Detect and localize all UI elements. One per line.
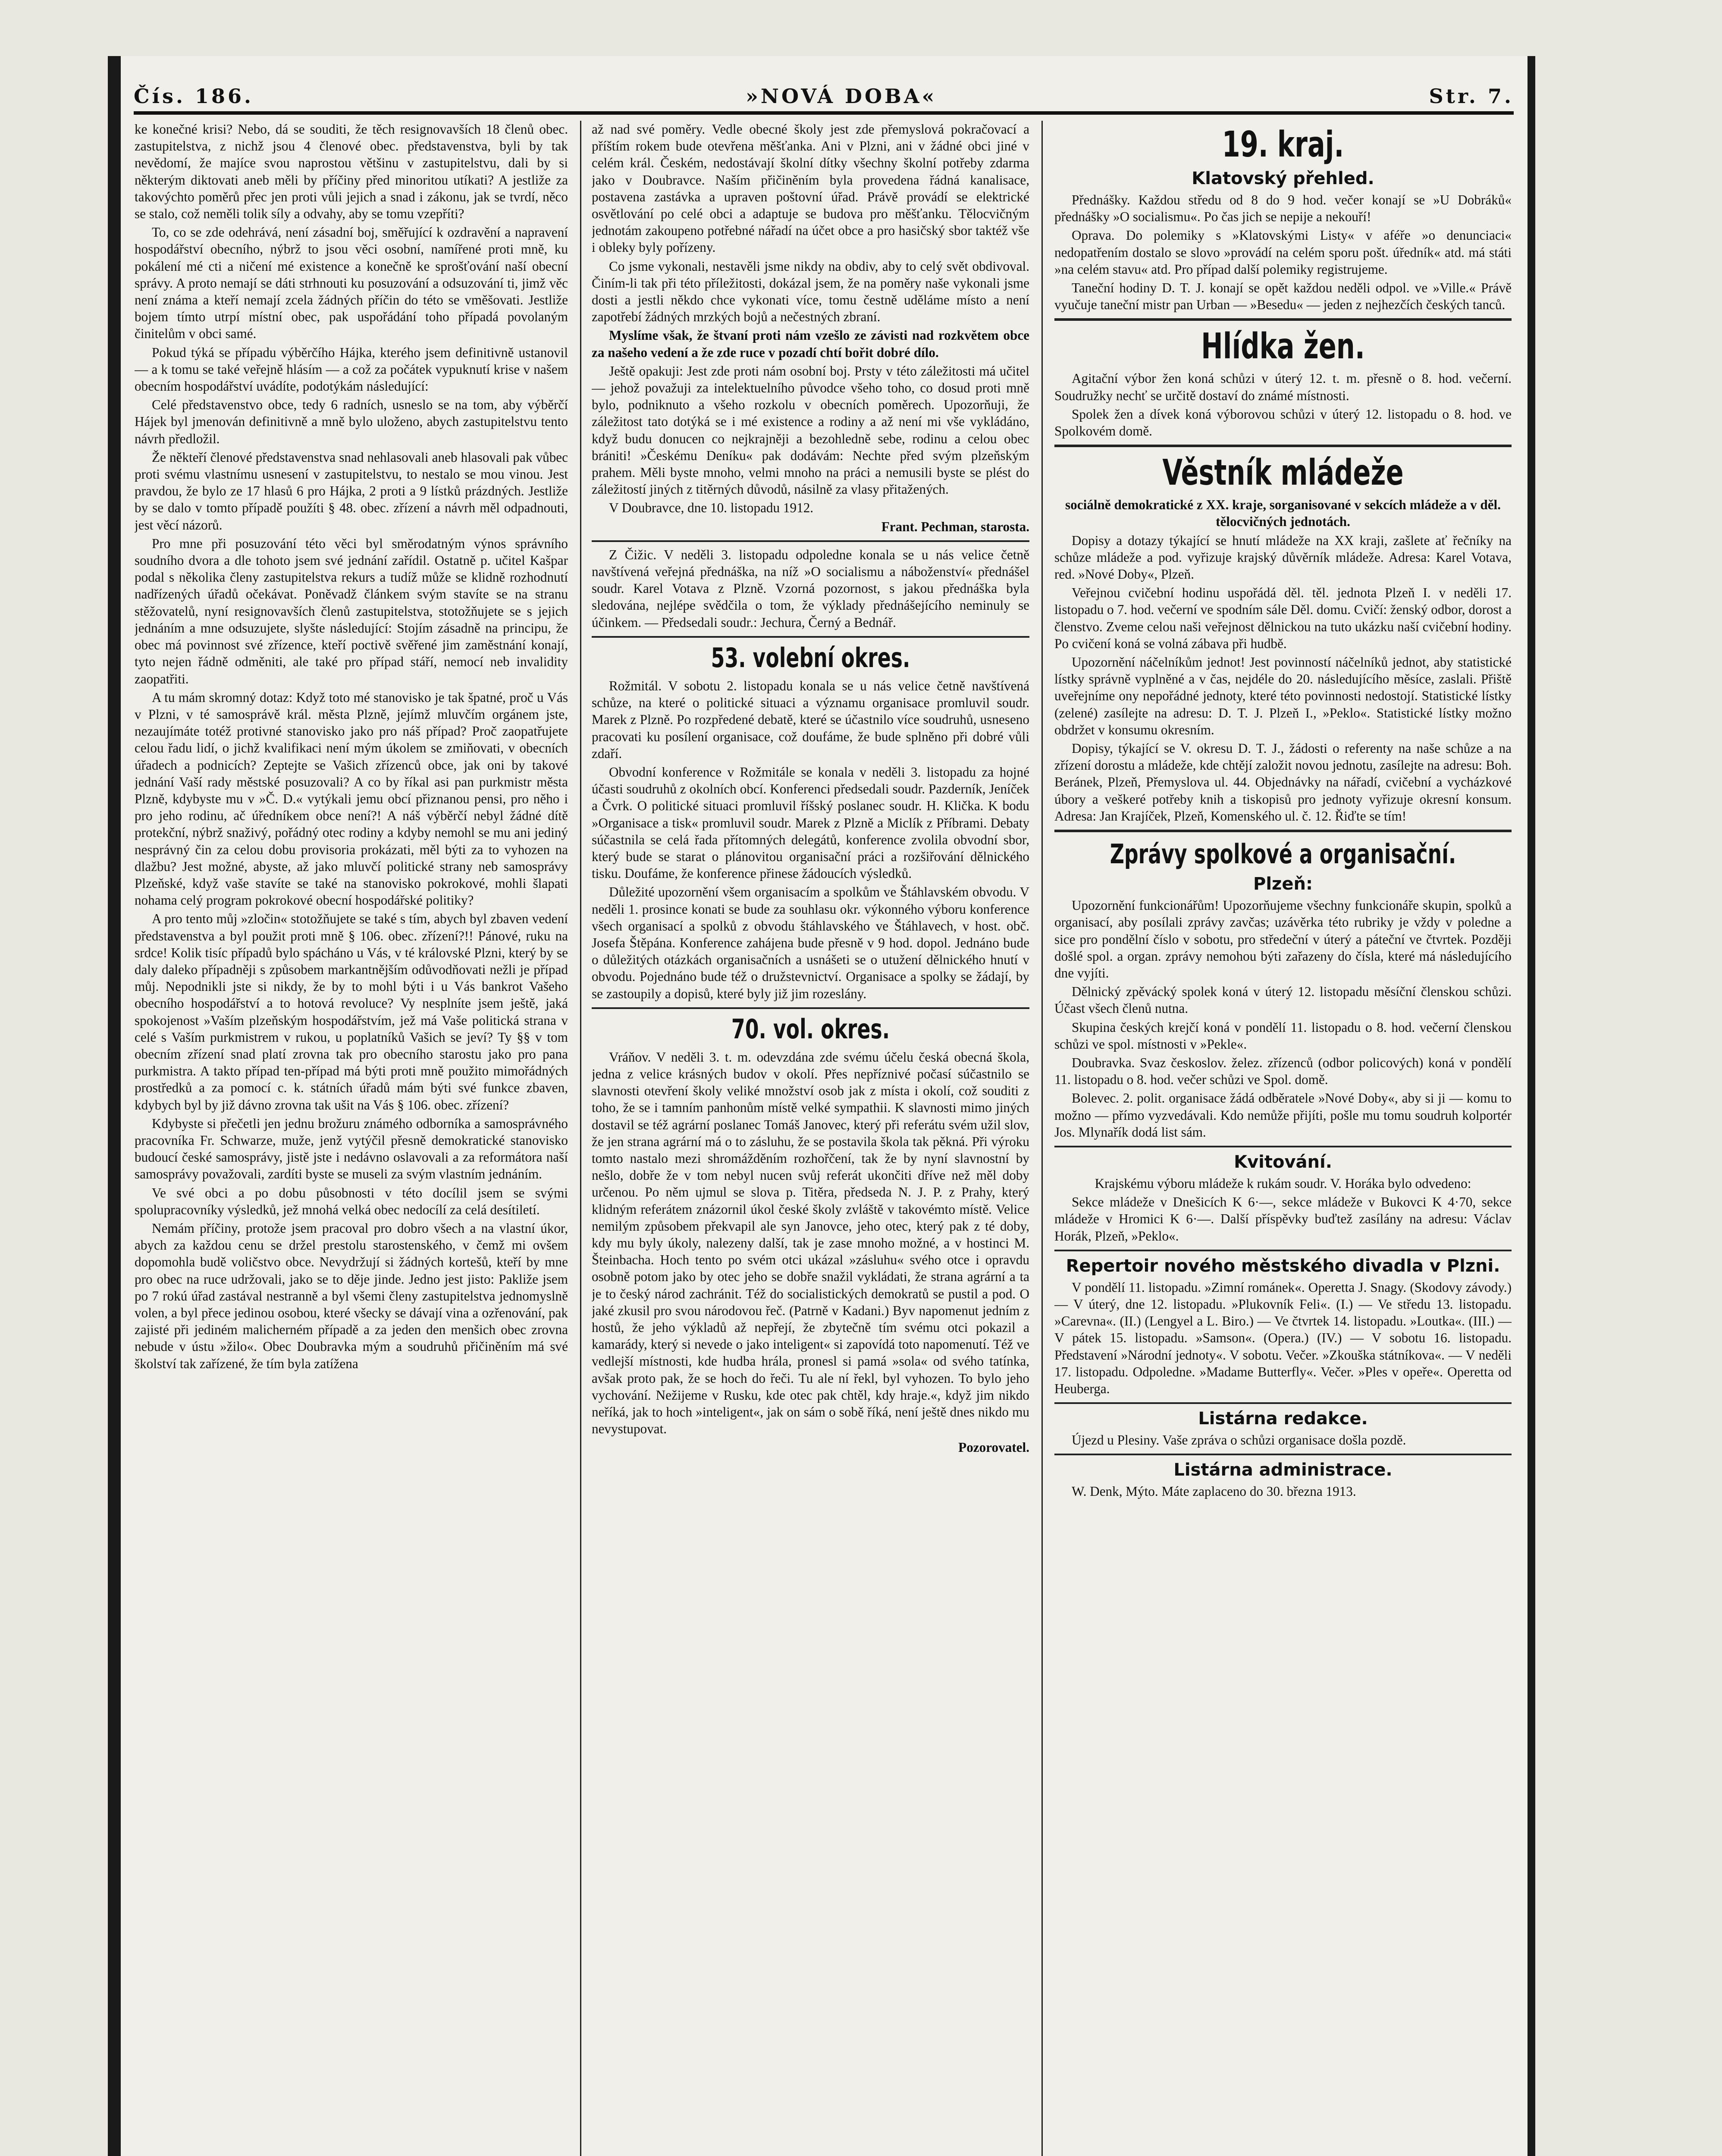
left-column [135, 121, 568, 2156]
news-item: Rožmitál. V sobotu 2. listopadu konala se u nás velice četně navštívená schůze, na které o politické situaci a významu organisace promluvil soudr. Marek z Plzně. Po rozpředené debatě, které se účastnilo více soudruhů, usneseno pracovati ku posílení organisace, což doufáme, že bude splněno při dobré vůli zdaří. [592, 678, 1029, 761]
news-item: Doubravka. Svaz českoslov. želez. zřízenců (odbor policových) koná v pondělí 11. listopadu o 8. hod. večer schůzi ve Spol. domě. [1054, 1055, 1512, 1087]
section-subheading: sociálně demokratické z XX. kraje, sorganisované v sekcích mládeže a v děl. tělocvičných jednotách. [1065, 497, 1501, 530]
article-paragraph: Pro mne při posuzování této věci byl směrodatným výnos správního soudního dvora a dle tohoto jsem své jednání zařídil. Ostatně p. učitel Kašpar podal s několika členy zastupitelstva rekurs a tudíž může se klidně rozhodnutí nadřízených úřadů očekávat. Poněvadž článkem svým stavíte se na stranu stěžovatelů, nyní resignovavších členů zastupitelstva, stotožňujete se s jejich jednáním a mne odsuzujete, slyšte následující: Stojím zásadně na principu, že obec má povinnost své zřízence, kteří poctivě svěřené jim zaměstnání konají, tyto nejen řádně odměniti, ale také pro případ stáří, nemocí neb invalidity zaopatřiti. [135, 536, 568, 686]
news-item: W. Denk, Mýto. Máte zaplaceno do 30. března 1913. [1072, 1484, 1356, 1499]
news-item: Skupina českých krejčí koná v pondělí 11. listopadu o 8. hod. večerní členskou schůzi ve spol. místnosti v »Pekle«. [1054, 1019, 1512, 1052]
news-item: Agitační výbor žen koná schůzi v úterý 12. t. m. přesně o 8. hod. večerní. Soudružky nechť se určitě dostaví do známé místnosti. [1054, 371, 1512, 403]
article-paragraph: Ve své obci a po dobu působnosti v této docílil jsem se svými spolupracovníky výsledků, jež mnohá velká obec nedocílí za celá desítiletí. [135, 1185, 568, 1217]
section-rule [1054, 318, 1512, 321]
article-paragraph: Myslíme však, že štvaní proti nám vzešlo ze závisti nad rozkvětem obce za našeho vedení a že zde ruce v pozadí chtí bořit dobré dílo. [592, 328, 1029, 360]
page-header [134, 73, 1514, 108]
article-paragraph: Nemám příčiny, protože jsem pracoval pro dobro všech a na vlastní úkor, abych za každou cenu se držel prestolu starostenského, v čemž mi ovšem dopomohla budě voličstvo obce. Nevydržují si žádných kortešů, kteří by mne pro obec na ruce udržovali, jako se to děje jinde. Jedno jest jisto: Pakliže jsem po 7 rokú úřad zastával nestranně a byl všemi členy zastupitelstva jednomyslně volen, a byl přece jedinou osobou, které všecky se dávají vina a ozřenování, pak zajisté při jediném malicherném případě a za jeden den menšich obec zrovna nebude v ústu »žilo«. Obec Doubravka mým a soudruhů přičiněním má své školství tak zařízené, že tím byla zatížena [135, 1221, 568, 1371]
article-signature: Pozorovatel. [958, 1440, 1029, 1455]
section-heading: Zprávy spolkové a organisační. [1110, 838, 1456, 870]
section-subheading: Klatovský přehled. [1192, 169, 1374, 188]
news-item: Dopisy, týkající se V. okresu D. T. J., žádosti o referenty na naše schůze a na zřízení dorostu a mládeže, kde chtějí založit novou jednotu, zasílejte na adresu: Boh. Beránek, Plzeň, Přemyslova ul. 44. Objednávky na nářadí, cvičební a vycházkové úbory a veškeré potřeby knih a tiskopisů pro jednoty vyřizuje okresní konsum. Adresa: Jan Krajíček, Plzeň, Komenského ul. č. 12. Řiďte se tím! [1054, 741, 1512, 824]
article-paragraph: To, co se zde odehrává, není zásadní boj, směřující k ozdravění a napravení hospodářství obecního, nýbrž to jsou věci osobní, namířené proti mně, ku pokálení mé cti a ničení mé existence a konečně ke sprošťování naší obecní správy. A proto nemají se dáti strhnouti ku posuzování a odsuzování ti, jimž věc není známa a kteří nemají zcela žádných příčin do této se vměšovati. Jestliže bojem tímto utrpí místní obec, pak uspořádání toho případá povolaným činitelům v obci samé. [135, 225, 568, 342]
section-heading: Listárna redakce. [1198, 1409, 1368, 1429]
section-heading: 70. vol. okres. [731, 1013, 890, 1045]
article-signature: Frant. Pechman, starosta. [881, 519, 1029, 534]
article-paragraph: Ještě opakuji: Jest zde proti nám osobní boj. Prsty v této záležitosti má učitel — jehož považuji za intelektuelního původce všeho toho, co dosud proti mně bylo, podniknuto a všeho rozkolu v obecních poměrech. Upozorňuji, že záležitost tato dotýká se i mé existence a rodiny a až není mi vše vykládáno, když budu donucen co nejkrajněji a bezohledně sebe, rodinu a celou obec brániti! »Českému Deníku« pak dodávám: Nechte před svým plzeňským prahem. Měli byste mnoho, velmi mnoho na práci a nemusili byste se plést do záležitostí jiných z titěrných důvodů, násilně za vlasy přitažených. [592, 363, 1029, 497]
article-paragraph: A tu mám skromný dotaz: Když toto mé stanovisko je tak špatné, proč u Vás v Plzni, v té samosprávě král. města Plzně, jejímž mluvčím orgánem jste, nezaujímáte totéž protivné stanovisko jako pro náš případ? Proč zaopatřujete celou řadu lidí, o jichž kvalifikaci není mým úkolem se zmiňovati, v obecních úřadech a podnicích? Zeptejte se Vašich zřízenců obce, jak oni by takové jednání Vaší rady městské posuzovali? A co by říkal asi pan purkmistr města Plzně, kdybyste mu v »Č. D.« vytýkali jemu obcí přiznanou pensi, pro něho i pro jeho rodinu, ač úředníkem obce není?! A náš výběrčí nebyl žádné dítě protekční, nýbrž snaživý, pořádný otec rodiny a kdyby nemohl se mu ani jediný nesprávný čin za celou dobu provisoria prokázati, měl býti za to vyhozen na dlažbu? Jest možné, abyste, až jako mluvčí politické strany neb samosprávy Plzeňské, když vaše stavíte se také na stanovisko pokrokové, mohli šlapati nohama celý program pokrokové obecní hospodářské politiky? [135, 689, 568, 908]
news-item: Krajskému výboru mládeže k rukám soudr. V. Horáka bylo odvedeno: [1095, 1175, 1471, 1191]
section-rule [592, 636, 1029, 638]
news-item: V pondělí 11. listopadu. »Zimní románek«. Operetta J. Snagy. (Skodovy závody.) — V úterý, dne 12. listopadu. »Plukovník Feli«. (I.) — Ve středu 13. listopadu. »Carevna«. (II.) (Lengyel a L. Biro.) — Ve čtvrtek 14. listopadu. »Loutka«. (III.) — V pátek 15. listopadu. »Samson«. (Opera.) (IV.) — V sobotu 16. listopadu. Představení »Národní jednoty«. V sobotu. Večer. »Zkouška státníkova«. — V neděli 17. listopadu. Odpoledne. »Madame Butterfly«. Večer. »Ples v opeře«. Operetta od Heuberga. [1054, 1279, 1512, 1396]
article-paragraph: Co jsme vykonali, nestavěli jsme nikdy na obdiv, aby to celý svět obdivoval. Činím-li tak při této příležitosti, dokázal jsem, že na poměry naše vykonali jsme dosti a jestli někdo chce vykonati více, tomu čestně uděláme místo a není zapotřebí žádných mrzkých bojů a nečestných zbraní. [592, 258, 1029, 325]
section-heading: Věstník mládeže [1162, 452, 1404, 494]
section-heading: 53. volební okres. [711, 642, 910, 674]
page-number: Str. 7. [1429, 85, 1514, 108]
news-item: Upozornění náčelníkům jednot! Jest povinností náčelníků jednot, aby statistické lístky správně vyplněné a v čas, nejdéle do 20. následujícího měsíce, zaslali. Přiště uveřejníme ony nepořádné jednoty, které této povinnosti nedostojí. Statistické lístky (zelené) zasílejte na adresu: D. T. J. Plzeň I., »Peklo«. Statistické lístky možno obdržet v konsumu okresním. [1054, 655, 1512, 737]
header-rule [134, 111, 1514, 115]
news-item: Dopisy a dotazy týkající se hnutí mládeže na XX kraji, zašlete ať řečníky na schůze mládeže a pod. vyřizuje krajský důvěrník mládeže. Adresa: Karel Votava, red. »Nové Doby«, Plzeň. [1054, 533, 1512, 582]
section-rule [1054, 1250, 1512, 1251]
issue-number: Čís. 186. [134, 85, 254, 108]
section-rule [592, 540, 1029, 542]
section-rule [1054, 1402, 1512, 1404]
column-divider [580, 121, 581, 2156]
news-item: Obvodní konference v Rožmitále se konala v neděli 3. listopadu za hojné účasti soudruhů z okolních obcí. Konferenci předsedali soudr. Pazderník, Jeníček a Čvrk. O politické situaci promluvil říšský poslanec soudr. H. Klička. K bodu »Organisace a tisk« promluvil soudr. Marek z Plzně a Miclík z Příbrami. Debaty súčastnila se celá řada přítomných delegátů, konference zvolila obvodní sbor, který bude se starat o plánovitou organisační práci a rozšiřování dělnického tisku. Doufáme, že konference přinese žádoucích výsledků. [592, 764, 1029, 881]
news-item: Upozornění funkcionářům! Upozorňujeme všechny funkcionáře skupin, spolků a organisací, aby posílali zprávy zavčas; uzávěrka této rubriky je vždy v poledne a sice pro pondělní číslo v sobotu, pro středeční v úterý a páteční ve čtvrtek. Později došlé spol. a organ. zprávy nemohou býti zařazeny do čísla, které má následujícího dne vyjíti. [1054, 898, 1512, 981]
section-rule [1054, 830, 1512, 832]
section-rule [592, 1007, 1029, 1009]
news-item: Taneční hodiny D. T. J. konají se opět každou neděli odpol. ve »Ville.« Právě vyučuje taneční mistr pan Urban — »Besedu« — jeden z nejhezčích českých tanců. [1054, 280, 1512, 313]
masthead-title: »NOVÁ DOBA« [746, 85, 937, 108]
article-paragraph: ke konečné krisi? Nebo, dá se souditi, že těch resignovavších 18 členů obec. zastupitelstva, z nichž jsou 4 členové obec. představenstva, byli by tak nevědomí, že majíce svou naprostou většinu v zastupitelstvu, dali by si některým diktovati aneb měli by příčiny před minoritou utíkati? A jestliže za takovýchto poměrů přec jen proti vůli jejich a snad i zákonu, jak se tvrdí, něco se stalo, což neměli tolik síly a odvahy, aby se tomu vzepříti? [135, 122, 568, 222]
article-paragraph: až nad své poměry. Vedle obecné školy jest zde přemyslová pokračovací a příštím rokem bude otevřena měšťanka. Ani v Plzni, ani v žádné obci jiné v celém král. Českém, nedostávají školní dítky všechny školní potřeby zdarma jako v Doubravce. Naším přičiněním byla provedena řádná kanalisace, postavena zastávka a upraven poštovní úřad. Právě provádí se elektrické osvětlování po celé obci a adaptuje se budova pro měšťanku. Tělocvičným jednotám zakoupeno potřebné nářadí na účet obce a pro hasičský sbor taktéž vše i obleky byly pořízeny. [592, 122, 1029, 255]
news-item: Újezd u Plesiny. Vaše zpráva o schůzi organisace došla pozdě. [1072, 1432, 1406, 1448]
news-item: Dělnický zpěvácký spolek koná v úterý 12. listopadu měsíční členskou schůzi. Účast všech členů nutna. [1054, 984, 1512, 1016]
column-divider [1041, 121, 1043, 2156]
middle-column [592, 121, 1029, 2156]
section-heading: Kvitování. [1234, 1152, 1332, 1172]
article-paragraph: A pro tento můj »zločin« stotožňujete se také s tím, abych byl zbaven vedení představenstva a byl použit proti mně § 106. obec. zřízení?!! Pánové, ruku na srdce! Kolik tisíc případů bylo spácháno u Vás, v té královské Plzni, který by se daly daleko případněji s způsobem markantnějším odůvodňovati nežli je případ můj. Nepodnikli jste si nikdy, že by to mohl býti i u Vás bankrot Vašeho obecního hospodářství a to hotová revoluce? Vy nesplníte jsem ještě, jaká spokojenost »Vaším plzeňským hospodářstvím, jež má Vaše politická strana v celé s Vaším purkmistrem v rukou, u poplatníků Vašich se jeví? Ty §§ v tom obecním zřízení snad platí zrovna tak pro obecního starostu jako pro pana purkmistra. A takto případ ten-případ má býti proti mně použito mimořádných prostředků a za pomocí c. k. státních úřadů mám býti své funkce zbaven, kdybych byl by již dávno zrovna tak ušit na Vás § 106. obec. zřízení? [135, 911, 568, 1112]
article-paragraph: Celé představenstvo obce, tedy 6 radních, usneslo se na tom, aby výběrčí Hájek byl jmenován definitivně a mně bylo uloženo, abych zastupitelstvu tento návrh předložil. [135, 397, 568, 446]
section-rule [1054, 445, 1512, 447]
newspaper-page [108, 56, 1535, 2156]
news-item: Přednášky. Každou středu od 8 do 9 hod. večer konají se »U Dobráků« přednášky »O socialismu«. Po čas jich se nepije a nekouří! [1054, 192, 1512, 225]
section-heading: Repertoir nového městského divadla v Plzni. [1066, 1256, 1500, 1276]
news-item: Vráňov. V neděli 3. t. m. odevzdána zde svému účelu česká obecná škola, jedna z velice krásných budov v okolí. Přes nepříznivé počasí súčastnilo se slavnosti otevření školy veliké množství osob jak z místa i okolí, což souditi z toho, že se i tamním panhonům místě velké sympathii. K slavnosti mimo jiných dostavil se též agrární poslanec Tomáš Janovec, který při referátu svém užil slov, že jen strana agrární má o to zásluhu, že se postavila škola tak pěkná. Při výroku tomto nastalo mezi shromážděním rozhořčení, tak že by nyní slavnostní by nešlo, dobře že v tom nebyl nucen svůj referát ukončiti dříve než měl doby určenou. Po něm ujmul se slova p. Titěra, předseda N. J. P. z Prahy, který klidným referátem znázornil úkol české školy zvláště v takovémto místě. Velice nemilým způsobem překvapil ale syn Janovce, jeho otec, který pak z té doby, kdy mu byly úkoly, nalezeny další, tak je zase mnoho možné, a v hostinci M. Šteinbacha. Hoch tento po svém otci ukázal »zásluhu« svého otce i opravdu osobně potom jako by otec jeho se dobře snažil vykládati, že strana agrární a ta je to český národ zachránit. Též do socialistických demokratů se pustil a pod. O jaké zkusil pro svou národovou řeč. (Patrně v Kadani.) Byv napomenut jedním z hostů, že jeho výkladů až nepřejí, že zbytečně tím svému otci pokazil a kamarády, který si nevede o jako inteligent« si zapovídá toto napomenutí. Též ve vedlejší místnosti, kde hudba hrála, pronesl si pamá »sola« od svého tatínka, avšak proto pak, že se hoch do řeči. Tu ale ní řekl, byl vyhozen. To bylo jeho vychování. Nežijeme v Rusku, kde otec pak chtěl, kdy hraje.«, když jim nikdo neříká, jak to hoch »inteligent«, jak on sám o sobě říká, není ještě dnes nikdo mu nevystupovat. [592, 1049, 1029, 1437]
section-subheading: Plzeň: [1253, 874, 1313, 894]
article-paragraph: Kdybyste si přečetli jen jednu brožuru známého odborníka a samosprávného pracovníka Fr. Schwarze, muže, jenž vytýčil přesně demokratické stanovisko budoucí české samosprávy, jistě jste i nedávno oslavovali a za reformátora naší samosprávy považovali, zardíti byste se museli za svým vlastním jednáním. [135, 1116, 568, 1182]
article-paragraph: Že někteří členové představenstva snad nehlasovali aneb hlasovali pak vůbec proti svému vlastnímu usnesení v zastupitelstvu, to nestalo se mou vinou. Jest pravdou, že bylo ze 17 hlasů 6 pro Hájka, 2 proti a 9 lístků prázdných. Jestliže by se dalo v tomto případě použíti § 48. obec. zřízení a návrh měl odpadnouti, jest věcí názorů. [135, 449, 568, 533]
section-rule [1054, 1454, 1512, 1455]
news-item: Veřejnou cvičební hodinu uspořádá děl. těl. jednota Plzeň I. v neděli 17. listopadu o 7. hod. večerní ve spodním sále Děl. domu. Cvičí: ženský odbor, dorost a členstvo. Zveme celou naši veřejnost dělnickou na tuto ukázku naší cvičební hodiny. Po cvičení koná se volná zábava při hudbě. [1054, 585, 1512, 651]
news-item: Důležité upozornění všem organisacím a spolkům ve Štáhlavském obvodu. V neděli 1. prosince konati se bude za souhlasu okr. výkonného výboru konference všech organisací a spolků z obvodu štáhlavského ve Štáhlavech, v host. obč. Josefa Štěpána. Konference zahájena bude přesně v 9 hod. dopol. Jednáno bude o důležitých otázkách organisačních a usnášeti se o utužení dělnického hnutí v obvodu. Pojednáno bude též o družstevnictví. Organisace a spolky se žádají, by se zastoupily a dopisů, které byly již jim rozeslány. [592, 884, 1029, 1001]
scan-edge-left [108, 56, 121, 2156]
section-heading: Listárna administrace. [1173, 1460, 1393, 1480]
section-heading: Hlídka žen. [1201, 326, 1365, 367]
right-column [1054, 121, 1512, 2156]
news-item: Z Čižic. V neděli 3. listopadu odpoledne konala se u nás velice četně navštívená veřejná přednáška, na níž »O socialismu a náboženství« přednášel soudr. Karel Votava z Plzně. Vzorná pozornost, s jakou přednáška byla sledována, nejlépe svědčila o tom, že výklady přednášejícího neminuly se účinkem. — Předsedali soudr.: Jechura, Černý a Bednář. [592, 547, 1029, 630]
scan-edge-right [1528, 56, 1535, 2156]
news-item: Sekce mládeže v Dnešicích K 6·—, sekce mládeže v Bukovci K 4·70, sekce mládeže v Hromici K 6·—. Další příspěvky buďtež zasílány na adresu: Václav Horák, Plzeň, »Peklo«. [1054, 1194, 1512, 1244]
section-rule [1054, 1146, 1512, 1147]
news-item: Spolek žen a dívek koná výborovou schůzi v úterý 12. listopadu o 8. hod. ve Spolkovém domě. [1054, 406, 1512, 439]
section-heading: 19. kraj. [1222, 124, 1344, 165]
article-dateline: V Doubravce, dne 10. listopadu 1912. [609, 500, 814, 516]
article-paragraph: Pokud týká se případu výběrčího Hájka, kterého jsem definitivně ustanovil — a k tomu se také veřejně hlásím — a což za počátek vypuknutí krise v našem obecním hospodářství uvádíte, podotýkám následující: [135, 345, 568, 394]
news-item: Oprava. Do polemiky s »Klatovskými Listy« v aféře »o denunciaci« nedopatřením dostalo se slovo »provádí na celém sporu pošt. úředník« atd. má státi »na celém stavu« atd. Pro případ další polemiky registrujeme. [1054, 228, 1512, 277]
news-item: Bolevec. 2. polit. organisace žádá odběratele »Nové Doby«, aby si ji — komu to možno — přímo vyzvedávali. Kdo nemůže přijíti, pošle mu tomu soudruh kolportér Jos. Mlynařík dodá list sám. [1054, 1091, 1512, 1140]
